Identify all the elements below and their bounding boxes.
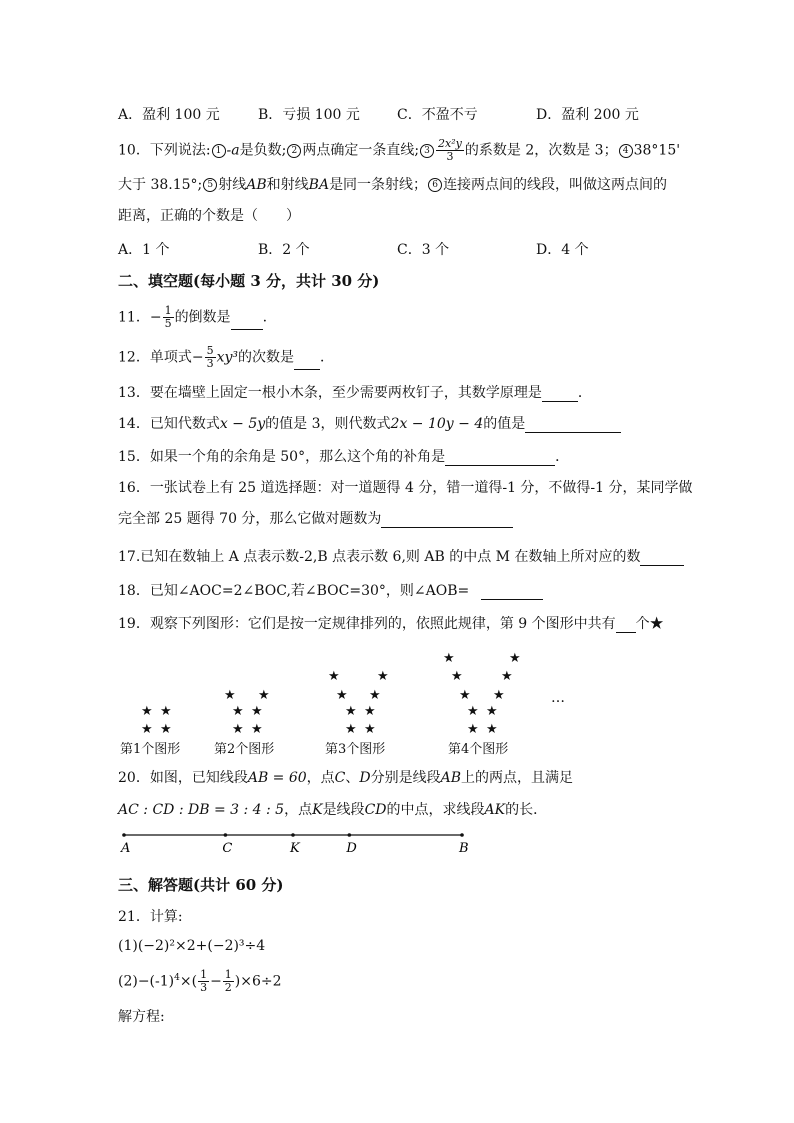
- q19-end: 个★: [635, 616, 664, 632]
- ellipsis: …: [551, 690, 565, 706]
- q11-end: .: [262, 309, 268, 326]
- star-icon: ★: [345, 722, 357, 737]
- q20-text: 20．如图，已知线段: [118, 770, 248, 786]
- q10-line-3: 距离，正确的个数是（ ）: [118, 208, 300, 224]
- q11-text: 的倒数是: [174, 309, 231, 326]
- fraction-numerator: 1: [200, 968, 208, 982]
- q10-option-b: B．2 个: [258, 242, 310, 258]
- point-k-label: K: [290, 841, 300, 856]
- star-icon: ★: [328, 669, 340, 684]
- q12-variable: xy³: [216, 349, 238, 366]
- q20-text: 的中点，求线段: [386, 802, 485, 818]
- q16-line-1: 16．一张试卷上有 25 道选择题：对一道题得 4 分，错一道得-1 分，不做得-1 分，某同学做: [118, 480, 693, 496]
- circle-2-icon: 2: [287, 144, 301, 158]
- star-icon: ★: [467, 722, 479, 737]
- star-icon: ★: [160, 704, 172, 719]
- q10-text: 的系数是 2，次数是 3；: [464, 142, 618, 159]
- point-b-dot: [460, 833, 464, 837]
- point-b-label: B: [459, 841, 469, 856]
- solve-equations-label: 解方程:: [118, 1009, 165, 1025]
- q20-text: 是线段: [322, 802, 365, 818]
- star-icon: ★: [443, 651, 455, 666]
- q21-exponent: 4: [174, 973, 180, 983]
- point-k-dot: [291, 833, 295, 837]
- star-icon: ★: [232, 722, 244, 737]
- star-icon: ★: [232, 704, 244, 719]
- star-icon: ★: [345, 704, 357, 719]
- q21-text: (2)−(-1): [118, 973, 175, 990]
- section-3-heading: 三、解答题(共计 60 分): [118, 876, 284, 894]
- star-icon: ★: [377, 669, 389, 684]
- figure-3-label: 第3个图形: [325, 742, 386, 757]
- q21-part-1: (1)(−2)²×2+(−2)³÷4: [118, 938, 266, 954]
- star-icon: ★: [258, 688, 270, 703]
- q14-text: 的值是: [483, 416, 526, 432]
- q21-part-2: [118, 969, 282, 994]
- q14-text: 的值是 3，则代数式: [265, 416, 391, 432]
- q9-option-a: A．盈利 100 元: [118, 107, 220, 123]
- q21-fraction-1: [198, 969, 209, 994]
- star-icon: ★: [160, 722, 172, 737]
- q20-segment-ak: AK: [484, 802, 506, 818]
- fraction-denominator: 3: [200, 981, 208, 995]
- star-icon: ★: [369, 688, 381, 703]
- q14-expr-2: 2x − 10y − 4: [390, 416, 484, 432]
- q20-text: 上的两点，且满足: [461, 770, 574, 786]
- q21-fraction-2: [223, 969, 234, 994]
- fraction-numerator: 2x²y: [438, 137, 462, 150]
- q10-ray-ab: AB: [246, 177, 267, 193]
- star-icon: ★: [486, 722, 498, 737]
- star-icon: ★: [141, 722, 153, 737]
- q10-angle: 38°15': [633, 142, 681, 159]
- q21-title: 21．计算:: [118, 909, 183, 925]
- q10-option-d: D．4 个: [536, 242, 589, 258]
- q14-text: 14．已知代数式: [118, 416, 220, 432]
- q10-text: 两点确定一条直线;: [302, 142, 420, 159]
- point-c-dot: [224, 833, 228, 837]
- star-icon: ★: [251, 704, 263, 719]
- q17-text: 17.已知在数轴上 A 点表示数-2,B 点表示数 6,则 AB 的中点 M 在数轴上所对应的数: [118, 549, 641, 565]
- circle-1-icon: 1: [212, 144, 226, 158]
- star-icon: ★: [509, 651, 521, 666]
- q15-text: 15．如果一个角的余角是 50°，那么这个角的补角是: [118, 449, 446, 465]
- q10-option-c: C．3 个: [397, 242, 450, 258]
- star-icon: ★: [141, 704, 153, 719]
- star-icon: ★: [364, 704, 376, 719]
- star-icon: ★: [451, 669, 463, 684]
- circle-4-icon: 4: [619, 144, 633, 158]
- q20-text: 分别是线段: [370, 770, 441, 786]
- figure-4-label: 第4个图形: [448, 742, 509, 757]
- q11-number: 11．: [118, 309, 150, 326]
- q20-text: ，点: [284, 802, 313, 818]
- q12-end: ．: [319, 349, 334, 366]
- q20-text: ，点: [306, 770, 335, 786]
- q18-text: 18．已知∠AOC=2∠BOC,若∠BOC=30°，则∠AOB=: [118, 583, 470, 599]
- circle-5-icon: 5: [203, 178, 217, 192]
- q20-ratio: AC : CD : DB = 3 : 4 : 5: [118, 802, 285, 818]
- section-2-heading: 二、填空题(每小题 3 分，共计 30 分): [118, 272, 380, 290]
- q21-text: ×(: [179, 973, 198, 990]
- q9-option-b: B．亏损 100 元: [258, 107, 360, 123]
- q12-text: 12．单项式: [118, 349, 192, 366]
- point-a-label: A: [121, 841, 131, 856]
- point-a-dot: [122, 833, 126, 837]
- star-icon: ★: [467, 704, 479, 719]
- fraction-denominator: 5: [164, 317, 172, 330]
- q10-text: 射线: [218, 177, 247, 193]
- fraction-denominator: 3: [446, 150, 454, 163]
- q20-text: 、: [345, 770, 360, 786]
- q15-end: ．: [555, 449, 570, 465]
- point-d-dot: [348, 833, 352, 837]
- q20-segment-cd: CD: [364, 802, 387, 818]
- q13-end: ．: [577, 385, 592, 401]
- q10-text: 和射线: [266, 177, 309, 193]
- star-icon: ★: [493, 688, 505, 703]
- fraction-denominator: 3: [206, 357, 214, 370]
- q14-expr-1: x − 5y: [219, 416, 266, 432]
- q10-text: 是负数;: [239, 142, 287, 159]
- q9-option-c: C．不盈不亏: [397, 107, 478, 123]
- star-icon: ★: [459, 688, 471, 703]
- q9-option-d: D．盈利 200 元: [536, 107, 639, 123]
- point-d-label: D: [346, 841, 357, 856]
- fraction-numerator: 5: [206, 344, 214, 357]
- star-icon: ★: [336, 688, 348, 703]
- q20-segment-ab: AB: [440, 770, 462, 786]
- star-icon: ★: [501, 669, 513, 684]
- q13-text: 13．要在墙壁上固定一根小木条，至少需要两枚钉子，其数学原理是: [118, 385, 542, 401]
- fraction-numerator: 1: [224, 968, 232, 982]
- point-c-label: C: [222, 841, 233, 856]
- q10-text: 大于 38.15°;: [118, 177, 203, 193]
- star-icon: ★: [251, 722, 263, 737]
- q20-point-k: K: [312, 802, 323, 818]
- q20-point-d: D: [359, 770, 371, 786]
- fraction-numerator: 1: [164, 304, 172, 317]
- star-icon: ★: [224, 688, 236, 703]
- q11-sign: −: [149, 309, 162, 326]
- q12-text: 的次数是: [237, 349, 294, 366]
- figure-1-label: 第1个图形: [120, 742, 181, 757]
- q19-text: 19．观察下列图形：它们是按一定规律排列的，依照此规律，第 9 个图形中共有: [118, 616, 616, 632]
- q10-option-a: A．1 个: [118, 242, 170, 258]
- q10-number: 10．下列说法:: [118, 142, 211, 159]
- q10-text: 是同一条射线；: [329, 177, 428, 193]
- figure-2-label: 第2个图形: [214, 742, 275, 757]
- circle-3-icon: 3: [420, 144, 434, 158]
- q21-minus: −: [210, 973, 222, 990]
- circle-6-icon: 6: [428, 178, 442, 192]
- star-icon: ★: [364, 722, 376, 737]
- q10-neg-a: -a: [226, 142, 240, 159]
- q12-sign: −: [191, 349, 204, 366]
- star-icon: ★: [486, 704, 498, 719]
- q20-text: 的长．: [505, 802, 548, 818]
- q10-text: 连接两点间的线段，叫做这两点间的: [443, 177, 668, 193]
- q10-ray-ba: BA: [308, 177, 330, 193]
- q16-text: 完全部 25 题得 70 分，那么它做对题数为: [118, 511, 382, 527]
- q20-point-c: C: [334, 770, 346, 786]
- fraction-denominator: 2: [224, 981, 232, 995]
- q20-eq: AB = 60: [247, 770, 307, 786]
- q21-text: )×6÷2: [234, 973, 282, 990]
